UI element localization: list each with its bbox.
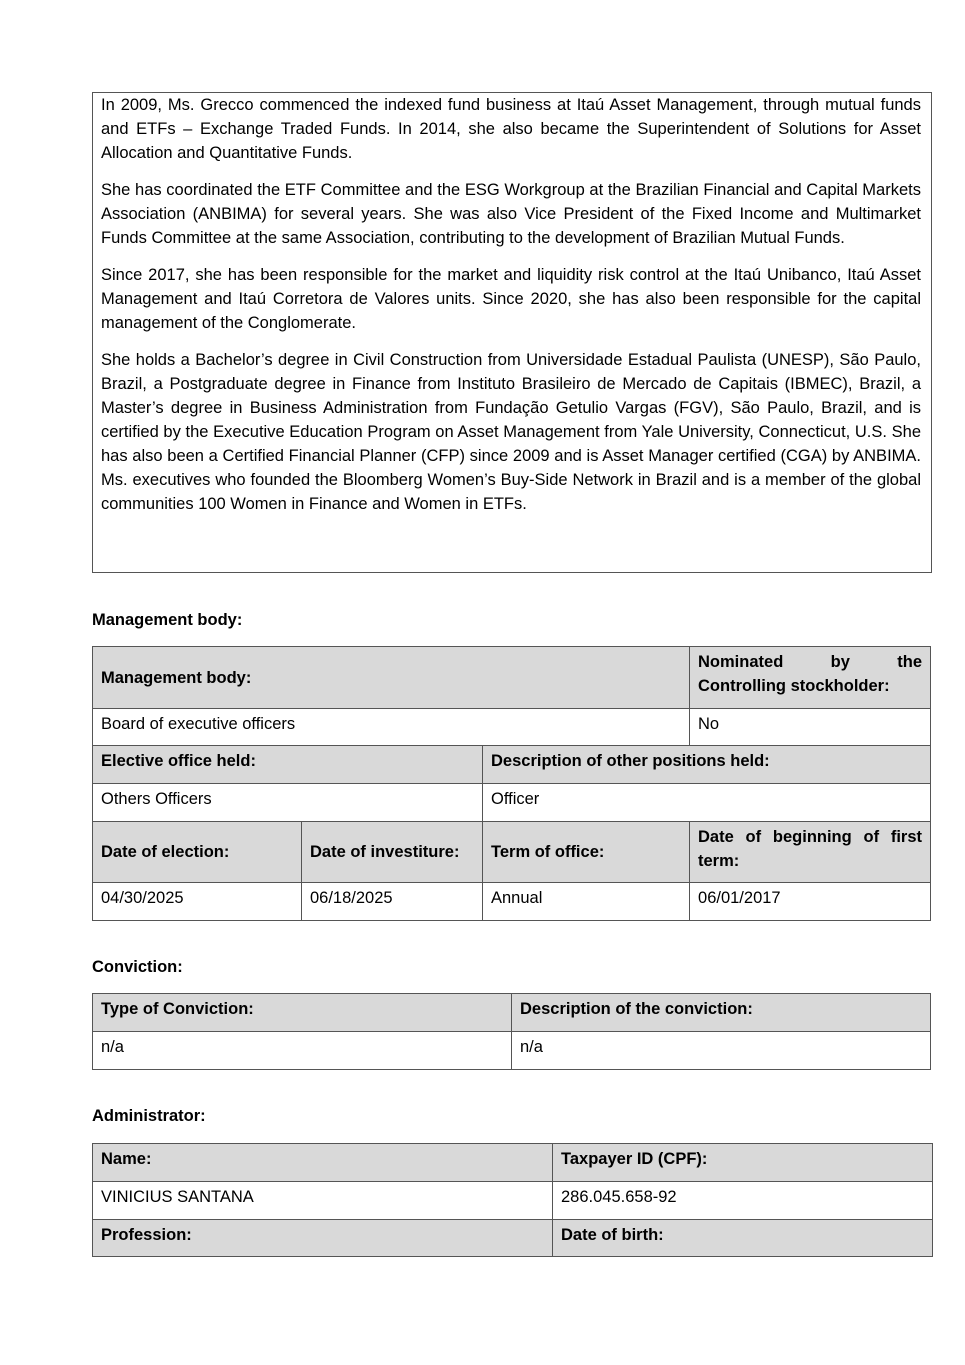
name-value: VINICIUS SANTANA [93, 1182, 553, 1220]
term-value: Annual [483, 883, 690, 921]
birth-date-label: Date of birth: [553, 1220, 933, 1257]
election-date-value: 04/30/2025 [93, 883, 302, 921]
management-heading: Management body: [92, 611, 243, 629]
conviction-type-label: Type of Conviction: [93, 994, 512, 1032]
bio-paragraph: She has coordinated the ETF Committee and the ESG Workgroup at the Brazilian Financial and Capital Markets Association (ANBIMA) for several years. She was also Vice President of the Fixed Income and Multimarket Funds Committee at the same Association, contributing to the development of Brazilian Mutual Funds. [101, 181, 921, 247]
bio-paragraph: In 2009, Ms. Grecco commenced the indexed fund business at Itaú Asset Management, through mutual funds and ETFs – Exchange Traded Funds. In 2014, she also became the Superintendent of Solutions for Asset Allocation and Quantitative Funds. [101, 96, 921, 162]
management-table [92, 646, 931, 921]
cpf-value: 286.045.658-92 [553, 1182, 933, 1220]
cpf-label: Taxpayer ID (CPF): [553, 1144, 933, 1182]
other-positions-label: Description of other positions held: [483, 746, 931, 784]
conviction-type-value: n/a [93, 1032, 512, 1070]
conviction-description-label: Description of the conviction: [512, 994, 931, 1032]
profession-label: Profession: [93, 1220, 553, 1257]
conviction-heading: Conviction: [92, 958, 183, 976]
other-positions-value: Officer [483, 784, 931, 822]
elective-office-value: Others Officers [93, 784, 483, 822]
term-label: Term of office: [483, 822, 690, 883]
first-term-label: Date of beginning of first term: [690, 822, 931, 883]
elective-office-label: Elective office held: [93, 746, 483, 784]
name-label: Name: [93, 1144, 553, 1182]
conviction-description-value: n/a [512, 1032, 931, 1070]
administrator-table [92, 1143, 933, 1257]
bio-paragraph: She holds a Bachelor’s degree in Civil Construction from Universidade Estadual Paulista (UNESP), São Paulo, Brazil, a Postgraduate degree in Finance from Instituto Brasileiro de Mercado de Capitais (IBMEC), Brazil, a Master’s degree in Business Administration from Fundação Getulio Vargas (FGV), São Paulo, Brazil, and is certified by the Executive Education Program on Asset Management from Yale University, Connecticut, U.S. She has also been a Certified Financial Planner (CFP) since 2009 and is Asset Manager certified (CGA) by ANBIMA. Ms. executives who founded the Bloomberg Women’s Buy-Side Network in Brazil and is a member of the global communities 100 Women in Finance and Women in ETFs. [101, 351, 921, 513]
investiture-date-label: Date of investiture: [302, 822, 483, 883]
nominated-label: Nominated by the Controlling stockholder: [690, 647, 931, 709]
first-term-value: 06/01/2017 [690, 883, 931, 921]
management-body-label: Management body: [93, 647, 690, 709]
conviction-table [92, 993, 931, 1070]
investiture-date-value: 06/18/2025 [302, 883, 483, 921]
election-date-label: Date of election: [93, 822, 302, 883]
nominated-value: No [690, 709, 931, 746]
management-body-value: Board of executive officers [93, 709, 690, 746]
biography-box [92, 92, 932, 573]
administrator-heading: Administrator: [92, 1107, 206, 1125]
bio-paragraph: Since 2017, she has been responsible for the market and liquidity risk control at the Itaú Unibanco, Itaú Asset Management and Itaú Corretora de Valores units. Since 2020, she has also been responsible for the capital management of the Conglomerate. [101, 266, 921, 332]
